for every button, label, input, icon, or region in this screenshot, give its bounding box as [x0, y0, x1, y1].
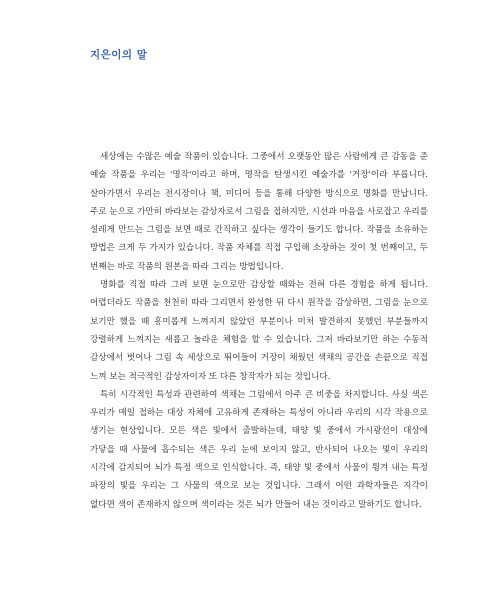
- paragraph-1: 세상에는 수많은 예술 작품이 있습니다. 그중에서 오랫동안 많은 사람에게 큰 감동을 준 예술 작품을 우리는 '명작'이라고 하며, 명작을 탄생시킨 예술가를 '거장'이라 부릅니다. 살아가면서 우리는 전시장이나 책, 미디어 등을 통해 다양한 방식으로 명화를 만납니다. 주로 눈으로 가만히 바라보는 감상자로서 그림을 접하지만, 시선과 마음을 사로잡고 우리를 설레게 만드는 그림을 보면 때로 간직하고 싶다는 생각이 들기도 합니다. 작품을 소유하는 방법은 크게 두 가지가 있습니다. 작품 자체를 직접 구입해 소장하는 것이 첫 번째이고, 두 번째는 바로 작품의 원본을 따라 그리는 방법입니다.: [90, 152, 428, 272]
- paragraph-2: 명화를 직접 따라 그려 보면 눈으로만 감상할 때와는 전혀 다른 경험을 하게 됩니다. 어렵더라도 작품을 천천히 따라 그리면서 완성한 뒤 다시 원작을 감상하면, 그림을 눈으로 보기만 했을 때 흥미롭게 느껴지지 않았던 부분이나 미처 발견하지 못했던 부분들까지 강렬하게 느껴지는 새롭고 놀라운 체험을 할 수 있습니다. 그저 바라보기만 하는 수동적 감상에서 벗어나 그림 속 세상으로 뛰어들어 거장이 채웠던 색채의 공간을 손끝으로 직접 느껴 보는 적극적인 감상자이자 또 다른 창작자가 되는 것입니다.: [90, 280, 428, 382]
- body-text: [90, 148, 428, 514]
- paragraph-3: 특히 시각적인 특성과 관련하여 색채는 그림에서 아주 큰 비중을 차지합니다. 사실 색은 우리가 매일 접하는 대상 자체에 고유하게 존재하는 특성이 아니라 우리의 시각 작용으로 생기는 현상입니다. 모든 색은 빛에서 출발하는데, 태양 빛 중에서 가시광선이 대상에 가닿을 때 사물에 흡수되는 색은 우리 눈에 보이지 않고, 반사되어 나오는 빛이 우리의 시각에 감지되어 뇌가 특정 색으로 인식합니다. 즉, 태양 빛 중에서 사물이 튕겨 내는 특정 파장의 빛을 우리는 그 사물의 색으로 보는 것입니다. 그래서 어떤 과학자들은 지각이 없다면 색이 존재하지 않으며 색이라는 것은 뇌가 만들어 내는 것이라고 말하기도 합니다.: [90, 389, 428, 510]
- page-title: 지은이의 말: [90, 49, 148, 61]
